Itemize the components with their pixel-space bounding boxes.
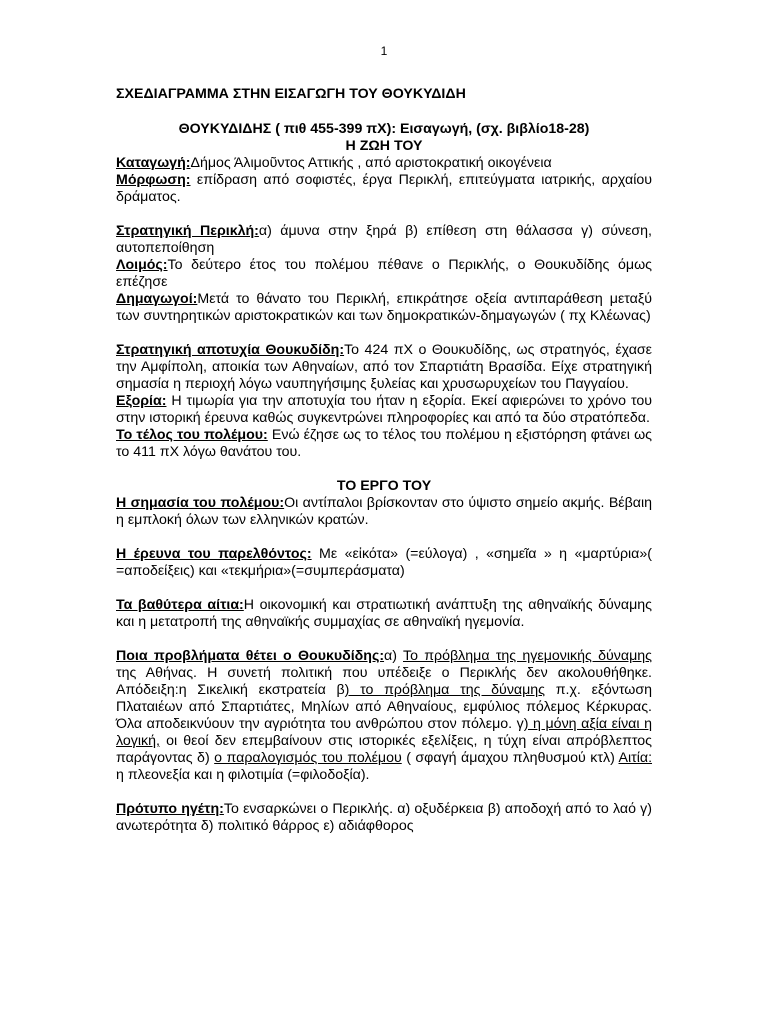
problems-causes-label: Αιτία: [618, 750, 653, 766]
section-heading-life: Η ΖΩΗ ΤΟΥ [345, 138, 423, 154]
strategy-paragraph [116, 223, 652, 257]
significance-paragraph [116, 495, 652, 529]
education-paragraph [116, 172, 652, 206]
problems-d-underlined: ο παραλογισμός του πολέμου [214, 750, 402, 766]
research-text: Με «εἰκότα» (=εύλογα) , «σημεῖα » η «μαρτύρια»( =αποδείξεις) και «τεκμήρια»(=συμπεράσματα) [116, 546, 653, 579]
problems-c-rest: οι θεοί δεν επεμβαίνουν στις ιστορικές εξελίξεις, η τύχη είναι απρόβλεπτος παράγοντας δ) [116, 733, 652, 766]
plague-label: Λοιμός: [116, 257, 168, 273]
causes-paragraph [116, 597, 652, 631]
origin-label: Καταγωγή: [116, 155, 191, 171]
origin-paragraph [116, 155, 652, 172]
significance-label: Η σημασία του πολέμου: [116, 495, 285, 511]
document-subtitle: ΘΟΥΚΥΔΙΔΗΣ ( πιθ 455-399 πΧ): Εισαγωγή, (σχ. βιβλίο18-28) [178, 121, 590, 137]
education-label: Μόρφωση: [116, 172, 191, 188]
demagogues-text: Μετά το θάνατο του Περικλή, επικράτησε οξεία αντιπαράθεση μεταξύ των συντηρητικών αριστοκρατικών και των δημοκρατικών-δημαγωγών ( πχ Κλέωνας) [116, 291, 652, 324]
problems-label: Ποια προβλήματα θέτει ο Θουκυδίδης: [116, 648, 385, 664]
research-paragraph [116, 546, 652, 580]
problems-a-underlined: Το πρόβλημα της ηγεμονικής δύναμης [403, 648, 652, 664]
origin-text: Δήμος Άλιμοῦντος Αττικής , από αριστοκρατική οικογένεια [190, 155, 552, 171]
plague-paragraph [116, 257, 652, 291]
causes-label: Τα βαθύτερα αίτια: [116, 597, 244, 613]
leader-text: Το ενσαρκώνει ο Περικλής. α) οξυδέρκεια β) αποδοχή από το λαό γ) ανωτερότητα δ) πολιτικό θάρρος ε) αδιάφθορος [116, 801, 652, 834]
causes-text: Η οικονομική και στρατιωτική ανάπτυξη της αθηναϊκής δύναμης και η μετατροπή της αθηναϊκής συμμαχίας σε αθηναϊκή ηγεμονία. [116, 597, 652, 630]
failure-paragraph [116, 342, 652, 393]
failure-text: Το 424 πΧ ο Θουκυδίδης, ως στρατηγός, έχασε την Αμφίπολη, αποικία των Αθηναίων, από τον Σπαρτιάτη Βρασίδα. Είχε στρατηγική σημασία η περιοχή λόγω ναυπηγήσιμης ξυλείας και χρυσωρυχείων του Παγγαίου. [116, 342, 652, 392]
document-title: ΣΧΕΔΙΑΓΡΑΜΜΑ ΣΤΗΝ ΕΙΣΑΓΩΓΗ ΤΟΥ ΘΟΥΚΥΔΙΔΗ [116, 86, 466, 102]
leader-paragraph [116, 801, 652, 835]
problems-d-rest: ( σφαγή άμαχου πληθυσμού κτλ) [401, 750, 619, 766]
problems-c-underlined: ) η μόνη αξία είναι η λογική, [116, 716, 652, 749]
war-end-paragraph [116, 427, 652, 461]
plague-text: Το δεύτερο έτος του πολέμου πέθανε ο Περικλής, ο Θουκυδίδης όμως επέζησε [116, 257, 652, 290]
exile-paragraph [116, 393, 652, 427]
demagogues-paragraph [116, 291, 652, 325]
problems-a-rest: της Αθήνας. Η συνετή πολιτική που υπέδειξε ο Περικλής δεν ακολουθήθηκε. Απόδειξη:η Σικελική εκστρατεία β [116, 665, 652, 698]
problems-b-underlined: ) το πρόβλημα της δύναμης [344, 682, 546, 698]
failure-label: Στρατηγική αποτυχία Θουκυδίδη: [116, 342, 345, 358]
leader-label: Πρότυπο ηγέτη: [116, 801, 224, 817]
page-number: 1 [380, 44, 388, 58]
problems-causes-text: η πλεονεξία και η φιλοτιμία (=φιλοδοξία). [116, 767, 370, 783]
problems-paragraph [116, 648, 652, 784]
research-label: Η έρευνα του παρελθόντος: [116, 546, 312, 562]
education-text: επίδραση από σοφιστές, έργα Περικλή, επιτεύγματα ιατρικής, αρχαίου δράματος. [116, 172, 652, 205]
document-body [116, 86, 652, 835]
strategy-text: α) άμυνα στην ξηρά β) επίθεση στη θάλασσα γ) σύνεση, αυτοπεποίθηση [116, 223, 652, 256]
section-heading-work: ΤΟ ΕΡΓΟ ΤΟΥ [336, 478, 432, 494]
problems-a-prefix: α) [384, 648, 403, 664]
strategy-label: Στρατηγική Περικλή: [116, 223, 259, 239]
problems-b-rest: π.χ. εξόντωση Πλαταιέων από Σπαρτιάτες, Μηλίων από Αθηναίους, εμφύλιος πόλεμος Κέρκυρας. Όλα αποδεικνύουν την αγριότητα του ανθρώπου στον πόλεμο. γ [116, 682, 653, 732]
war-end-label: Το τέλος του πολέμου: [116, 427, 268, 443]
significance-text: Οι αντίπαλοι βρίσκονταν στο ύψιστο σημείο ακμής. Βέβαιη η εμπλοκή όλων των ελληνικών κρατών. [116, 495, 653, 528]
demagogues-label: Δημαγωγοί: [116, 291, 198, 307]
exile-text: Η τιμωρία για την αποτυχία του ήταν η εξορία. Εκεί αφιερώνει το χρόνο του στην ιστορική έρευνα καθώς συγκεντρώνει πληροφορίες και από τα δύο στρατόπεδα. [116, 393, 652, 426]
exile-label: Εξορία: [116, 393, 167, 409]
war-end-text: Ενώ έζησε ως το τέλος του πολέμου η εξιστόρηση φτάνει ως το 411 πΧ λόγω θανάτου του. [116, 427, 652, 460]
